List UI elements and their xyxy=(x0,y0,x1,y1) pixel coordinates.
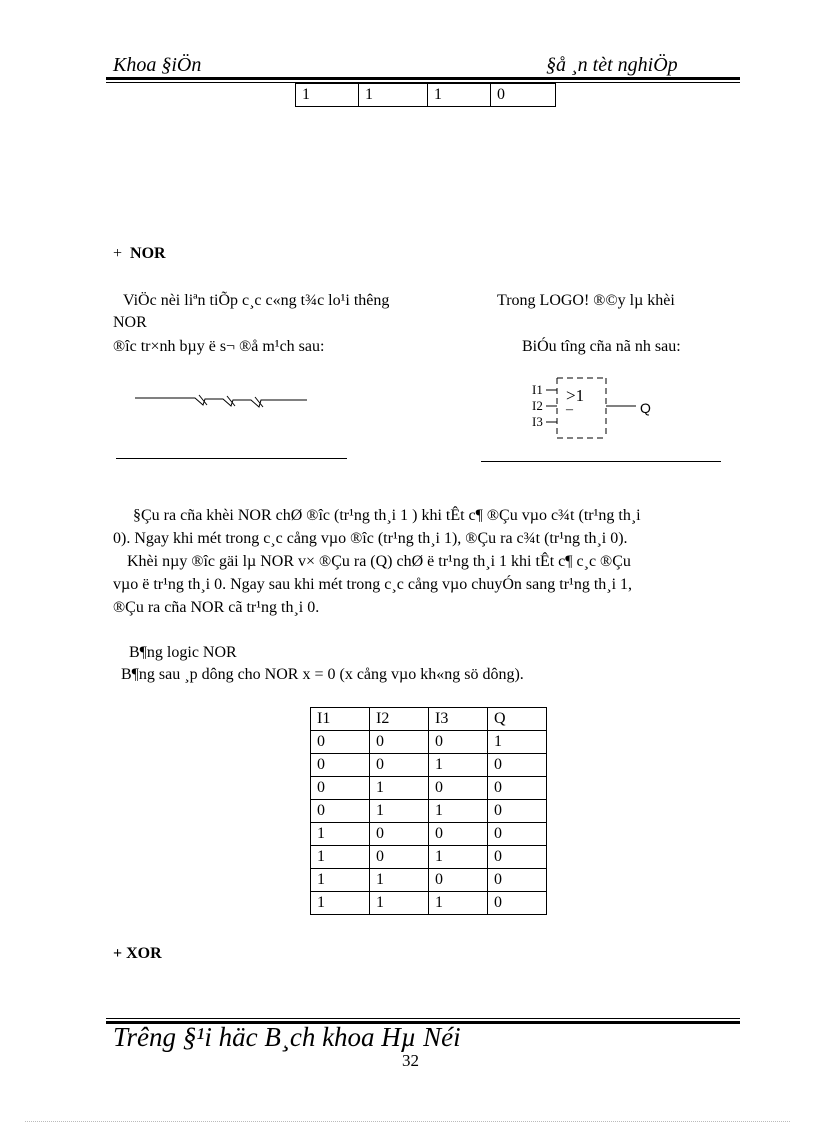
bottom-dotted-border xyxy=(25,1121,790,1122)
table-row xyxy=(311,892,547,915)
table-row xyxy=(296,84,556,107)
input-i1-label: I1 xyxy=(532,382,543,397)
table-cell: 1 xyxy=(311,892,370,915)
intro-right-1: Trong LOGO! ®©y lµ khèi xyxy=(497,292,675,309)
table-cell: 0 xyxy=(488,800,547,823)
paragraph-line-2: 0). Ngay khi mét trong c¸c cång vµo ®îc (tr¹ng th¸i 1), ®Çu ra c¾t (tr¹ng th¸i 0). xyxy=(113,530,628,547)
paragraph-line-1: §Çu ra cña khèi NOR chØ ®îc (tr¹ng th¸i 1 ) khi tÊt c¶ ®Çu vµo c¾t (tr¹ng th¸i xyxy=(133,507,641,524)
table-cell: 1 xyxy=(488,731,547,754)
nor-block-lines xyxy=(530,376,650,442)
table-cell: 1 xyxy=(428,84,491,107)
table-row xyxy=(311,777,547,800)
intro-line-3: ®îc tr×nh bµy ë s¬ ®å m¹ch sau: xyxy=(113,338,325,355)
input-i2-label: I2 xyxy=(532,398,543,413)
table-cell: 0 xyxy=(311,777,370,800)
table-cell: 1 xyxy=(370,892,429,915)
table-cell: 0 xyxy=(311,800,370,823)
table-cell: 0 xyxy=(488,846,547,869)
series-switch-circuit xyxy=(133,390,313,412)
output-q-label: Q xyxy=(640,400,651,416)
top-table xyxy=(295,83,556,107)
table-cell: 0 xyxy=(429,823,488,846)
left-underline xyxy=(116,458,347,459)
section-xor-heading: + XOR xyxy=(113,945,162,962)
intro-line-1: ViÖc nèi liªn tiÕp c¸c c«ng t¾c lo¹i thêng xyxy=(123,292,390,309)
logic-table-title: B¶ng logic NOR xyxy=(129,644,237,661)
table-cell: 0 xyxy=(370,823,429,846)
table-cell: 1 xyxy=(311,846,370,869)
truth-table xyxy=(310,707,547,915)
table-row xyxy=(311,800,547,823)
paragraph-line-4: vµo ë tr¹ng th¸i 0. Ngay sau khi mét trong c¸c cång vµo chuyÓn sang tr¹ng th¸i 1, xyxy=(113,576,633,593)
table-cell: 1 xyxy=(296,84,359,107)
bullet-plus: + xyxy=(113,245,123,262)
table-cell: 1 xyxy=(370,777,429,800)
logic-table-subtitle: B¶ng sau ¸p dông cho NOR x = 0 (x cång vµo kh«ng sö dông). xyxy=(121,666,524,683)
block-function-label: >1 xyxy=(566,386,585,405)
table-cell: 0 xyxy=(488,823,547,846)
table-cell: 1 xyxy=(311,869,370,892)
footer-rule-thin xyxy=(106,1018,740,1019)
table-cell: 0 xyxy=(429,869,488,892)
header-left: Khoa §iÖn xyxy=(113,54,202,76)
input-i3-label: I3 xyxy=(532,414,543,429)
table-cell: 1 xyxy=(429,754,488,777)
nc-contact-1 xyxy=(191,398,219,405)
column-header: I1 xyxy=(311,708,370,731)
table-cell: 1 xyxy=(429,846,488,869)
table-cell: 1 xyxy=(370,800,429,823)
footer-school: Trêng §¹i häc B¸ch khoa Hµ Néi xyxy=(113,1022,461,1052)
table-row xyxy=(311,869,547,892)
table-cell: 0 xyxy=(429,777,488,800)
table-cell: 1 xyxy=(370,869,429,892)
nc-contact-3 xyxy=(247,400,307,407)
table-header-row xyxy=(311,708,547,731)
table-cell: 0 xyxy=(311,754,370,777)
table-cell: 0 xyxy=(488,777,547,800)
table-cell: 1 xyxy=(359,84,428,107)
table-cell: 0 xyxy=(429,731,488,754)
column-header: I2 xyxy=(370,708,429,731)
table-cell: 0 xyxy=(370,731,429,754)
table-cell: 0 xyxy=(370,754,429,777)
column-header: Q xyxy=(488,708,547,731)
table-cell: 0 xyxy=(370,846,429,869)
column-header: I3 xyxy=(429,708,488,731)
table-cell: 0 xyxy=(488,892,547,915)
table-cell: 1 xyxy=(429,892,488,915)
table-cell: 0 xyxy=(311,731,370,754)
intro-right-2: BiÓu tîng cña nã nh sau: xyxy=(522,338,681,355)
header-right: §å ¸n tèt nghiÖp xyxy=(546,54,678,76)
table-cell: 0 xyxy=(488,869,547,892)
section-title: NOR xyxy=(130,245,166,262)
intro-line-2: NOR xyxy=(113,314,147,331)
paragraph-line-5: ®Çu ra cña NOR cã tr¹ng th¸i 0. xyxy=(113,599,320,616)
table-row xyxy=(311,731,547,754)
table-cell: 1 xyxy=(429,800,488,823)
table-row xyxy=(311,823,547,846)
nor-block-symbol xyxy=(530,376,650,442)
table-row xyxy=(311,846,547,869)
block-dash: – xyxy=(566,402,573,417)
paragraph-line-3: Khèi nµy ®îc gäi lµ NOR v× ®Çu ra (Q) chØ ë tr¹ng th¸i 1 khi tÊt c¶ c¸c ®Çu xyxy=(127,553,631,570)
right-underline xyxy=(481,461,721,462)
table-cell: 0 xyxy=(491,84,556,107)
table-cell: 1 xyxy=(311,823,370,846)
section-heading xyxy=(113,244,166,264)
page-number: 32 xyxy=(402,1051,419,1070)
table-cell: 0 xyxy=(488,754,547,777)
table-row xyxy=(311,754,547,777)
header-rule-thick xyxy=(106,77,740,80)
nc-contact-2 xyxy=(219,399,247,406)
